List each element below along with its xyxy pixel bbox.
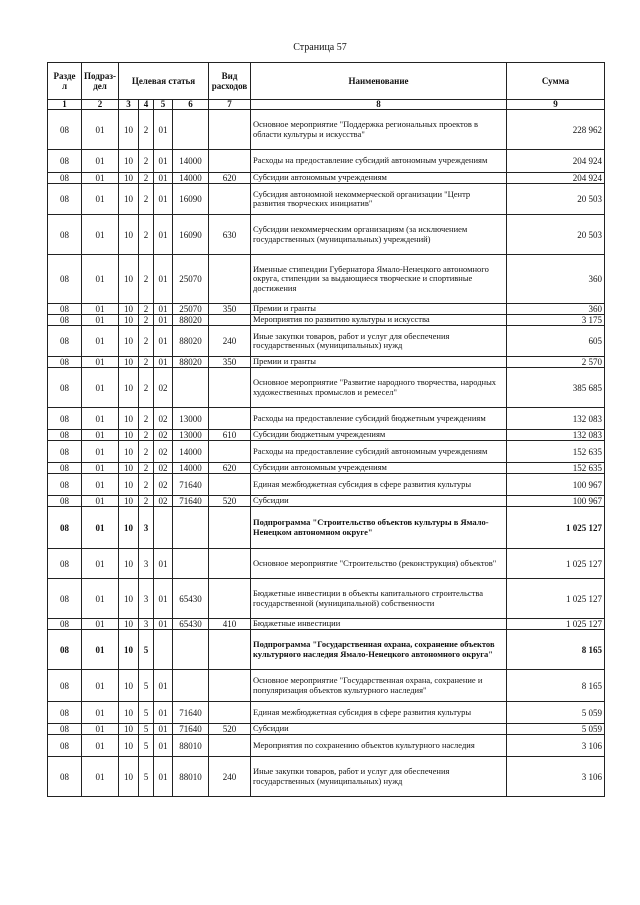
razdel-cell: 08 bbox=[48, 304, 82, 315]
name-cell: Единая межбюджетная субсидия в сфере развития культуры bbox=[251, 474, 507, 496]
expense-type-cell: 620 bbox=[209, 173, 251, 184]
direction-cell bbox=[173, 110, 209, 150]
sum-cell: 8 165 bbox=[507, 670, 605, 702]
razdel-cell: 08 bbox=[48, 255, 82, 304]
razdel-cell: 08 bbox=[48, 357, 82, 368]
program-cell: 10 bbox=[119, 304, 139, 315]
podrazdel-cell: 01 bbox=[82, 496, 119, 507]
name-cell: Субсидии bbox=[251, 496, 507, 507]
podrazdel-cell: 01 bbox=[82, 255, 119, 304]
expense-type-cell: 350 bbox=[209, 357, 251, 368]
expense-type-cell bbox=[209, 150, 251, 173]
event-cell: 01 bbox=[154, 150, 173, 173]
subprogram-cell: 2 bbox=[139, 357, 154, 368]
program-cell: 10 bbox=[119, 619, 139, 630]
name-cell: Подпрограмма "Государственная охрана, сохранение объектов культурного наследия Ямало-Ненецкого автономного округа" bbox=[251, 630, 507, 670]
sum-cell: 132 083 bbox=[507, 408, 605, 430]
podrazdel-cell: 01 bbox=[82, 724, 119, 735]
podrazdel-cell: 01 bbox=[82, 463, 119, 474]
expense-type-cell: 410 bbox=[209, 619, 251, 630]
podrazdel-cell: 01 bbox=[82, 474, 119, 496]
program-cell: 10 bbox=[119, 255, 139, 304]
event-cell: 01 bbox=[154, 357, 173, 368]
event-cell: 01 bbox=[154, 724, 173, 735]
direction-cell: 25070 bbox=[173, 304, 209, 315]
expense-type-cell bbox=[209, 474, 251, 496]
program-cell: 10 bbox=[119, 408, 139, 430]
table-row bbox=[48, 735, 605, 757]
razdel-cell: 08 bbox=[48, 441, 82, 463]
podrazdel-cell: 01 bbox=[82, 549, 119, 579]
name-cell: Основное мероприятие "Государственная охрана, сохранение и популяризация объектов культурного наследия" bbox=[251, 670, 507, 702]
table-row bbox=[48, 579, 605, 619]
program-cell: 10 bbox=[119, 735, 139, 757]
subprogram-cell: 2 bbox=[139, 184, 154, 215]
subprogram-cell: 3 bbox=[139, 619, 154, 630]
event-cell: 02 bbox=[154, 441, 173, 463]
podrazdel-cell: 01 bbox=[82, 408, 119, 430]
col-header-celevaya-statya: Целевая статья bbox=[119, 63, 209, 100]
subprogram-cell: 3 bbox=[139, 579, 154, 619]
razdel-cell: 08 bbox=[48, 215, 82, 255]
column-number-row bbox=[48, 100, 605, 110]
table-row bbox=[48, 507, 605, 549]
name-cell: Субсидии некоммерческим организациям (за исключением государственных (муниципальных) учреждений) bbox=[251, 215, 507, 255]
event-cell: 01 bbox=[154, 702, 173, 724]
program-cell: 10 bbox=[119, 463, 139, 474]
sum-cell: 3 175 bbox=[507, 315, 605, 326]
sum-cell: 228 962 bbox=[507, 110, 605, 150]
program-cell: 10 bbox=[119, 474, 139, 496]
podrazdel-cell: 01 bbox=[82, 315, 119, 326]
subprogram-cell: 5 bbox=[139, 724, 154, 735]
podrazdel-cell: 01 bbox=[82, 702, 119, 724]
direction-cell: 13000 bbox=[173, 430, 209, 441]
expense-type-cell: 520 bbox=[209, 496, 251, 507]
sum-cell: 1 025 127 bbox=[507, 579, 605, 619]
name-cell: Подпрограмма "Строительство объектов культуры в Ямало-Ненецком автономном округе" bbox=[251, 507, 507, 549]
table-row bbox=[48, 757, 605, 797]
expense-type-cell: 240 bbox=[209, 757, 251, 797]
table-row bbox=[48, 630, 605, 670]
sum-cell: 1 025 127 bbox=[507, 549, 605, 579]
table-row bbox=[48, 215, 605, 255]
direction-cell: 88020 bbox=[173, 326, 209, 357]
event-cell: 02 bbox=[154, 496, 173, 507]
table-row bbox=[48, 496, 605, 507]
col-number: 6 bbox=[173, 100, 209, 110]
name-cell: Мероприятия по сохранению объектов культурного наследия bbox=[251, 735, 507, 757]
podrazdel-cell: 01 bbox=[82, 368, 119, 408]
table-row bbox=[48, 702, 605, 724]
table-row bbox=[48, 110, 605, 150]
podrazdel-cell: 01 bbox=[82, 173, 119, 184]
direction-cell: 65430 bbox=[173, 579, 209, 619]
sum-cell: 2 570 bbox=[507, 357, 605, 368]
podrazdel-cell: 01 bbox=[82, 630, 119, 670]
sum-cell: 204 924 bbox=[507, 150, 605, 173]
sum-cell: 8 165 bbox=[507, 630, 605, 670]
table-row bbox=[48, 619, 605, 630]
direction-cell: 14000 bbox=[173, 441, 209, 463]
name-cell: Бюджетные инвестиции bbox=[251, 619, 507, 630]
col-number: 9 bbox=[507, 100, 605, 110]
podrazdel-cell: 01 bbox=[82, 215, 119, 255]
subprogram-cell: 2 bbox=[139, 255, 154, 304]
podrazdel-cell: 01 bbox=[82, 184, 119, 215]
table-row bbox=[48, 304, 605, 315]
program-cell: 10 bbox=[119, 110, 139, 150]
name-cell: Расходы на предоставление субсидий автономным учреждениям bbox=[251, 441, 507, 463]
event-cell bbox=[154, 630, 173, 670]
subprogram-cell: 3 bbox=[139, 507, 154, 549]
sum-cell: 5 059 bbox=[507, 702, 605, 724]
razdel-cell: 08 bbox=[48, 430, 82, 441]
subprogram-cell: 5 bbox=[139, 630, 154, 670]
col-header-podrazdel: Подраз-дел bbox=[82, 63, 119, 100]
expense-type-cell bbox=[209, 735, 251, 757]
subprogram-cell: 2 bbox=[139, 408, 154, 430]
program-cell: 10 bbox=[119, 507, 139, 549]
podrazdel-cell: 01 bbox=[82, 619, 119, 630]
name-cell: Единая межбюджетная субсидия в сфере развития культуры bbox=[251, 702, 507, 724]
razdel-cell: 08 bbox=[48, 110, 82, 150]
table-row bbox=[48, 326, 605, 357]
col-number: 3 bbox=[119, 100, 139, 110]
program-cell: 10 bbox=[119, 702, 139, 724]
subprogram-cell: 2 bbox=[139, 474, 154, 496]
event-cell: 01 bbox=[154, 735, 173, 757]
direction-cell bbox=[173, 507, 209, 549]
name-cell: Субсидии автономным учреждениям bbox=[251, 463, 507, 474]
col-header-summa: Сумма bbox=[507, 63, 605, 100]
expense-type-cell bbox=[209, 110, 251, 150]
page-number-label: Страница 57 bbox=[293, 42, 347, 53]
program-cell: 10 bbox=[119, 430, 139, 441]
event-cell bbox=[154, 507, 173, 549]
event-cell: 01 bbox=[154, 215, 173, 255]
event-cell: 01 bbox=[154, 255, 173, 304]
direction-cell: 14000 bbox=[173, 150, 209, 173]
program-cell: 10 bbox=[119, 496, 139, 507]
name-cell: Мероприятия по развитию культуры и искусства bbox=[251, 315, 507, 326]
podrazdel-cell: 01 bbox=[82, 430, 119, 441]
table-row bbox=[48, 724, 605, 735]
direction-cell bbox=[173, 630, 209, 670]
podrazdel-cell: 01 bbox=[82, 757, 119, 797]
table-row bbox=[48, 441, 605, 463]
podrazdel-cell: 01 bbox=[82, 304, 119, 315]
program-cell: 10 bbox=[119, 368, 139, 408]
direction-cell: 88010 bbox=[173, 757, 209, 797]
col-number: 8 bbox=[251, 100, 507, 110]
program-cell: 10 bbox=[119, 441, 139, 463]
subprogram-cell: 5 bbox=[139, 757, 154, 797]
subprogram-cell: 2 bbox=[139, 315, 154, 326]
sum-cell: 1 025 127 bbox=[507, 619, 605, 630]
sum-cell: 20 503 bbox=[507, 184, 605, 215]
col-number: 5 bbox=[154, 100, 173, 110]
table-row bbox=[48, 184, 605, 215]
direction-cell: 71640 bbox=[173, 724, 209, 735]
direction-cell: 71640 bbox=[173, 496, 209, 507]
subprogram-cell: 2 bbox=[139, 496, 154, 507]
name-cell: Расходы на предоставление субсидий автономным учреждениям bbox=[251, 150, 507, 173]
sum-cell: 385 685 bbox=[507, 368, 605, 408]
expense-type-cell bbox=[209, 579, 251, 619]
razdel-cell: 08 bbox=[48, 326, 82, 357]
event-cell: 01 bbox=[154, 304, 173, 315]
table-row bbox=[48, 430, 605, 441]
sum-cell: 3 106 bbox=[507, 757, 605, 797]
sum-cell: 3 106 bbox=[507, 735, 605, 757]
sum-cell: 5 059 bbox=[507, 724, 605, 735]
col-number: 2 bbox=[82, 100, 119, 110]
event-cell: 01 bbox=[154, 173, 173, 184]
sum-cell: 360 bbox=[507, 255, 605, 304]
table-row bbox=[48, 173, 605, 184]
sum-cell: 152 635 bbox=[507, 463, 605, 474]
subprogram-cell: 2 bbox=[139, 441, 154, 463]
razdel-cell: 08 bbox=[48, 184, 82, 215]
direction-cell: 88010 bbox=[173, 735, 209, 757]
name-cell: Основное мероприятие "Поддержка региональных проектов в области культуры и искусства" bbox=[251, 110, 507, 150]
program-cell: 10 bbox=[119, 184, 139, 215]
subprogram-cell: 5 bbox=[139, 735, 154, 757]
expense-type-cell: 350 bbox=[209, 304, 251, 315]
expense-type-cell bbox=[209, 441, 251, 463]
budget-table bbox=[47, 62, 605, 797]
razdel-cell: 08 bbox=[48, 757, 82, 797]
subprogram-cell: 2 bbox=[139, 326, 154, 357]
subprogram-cell: 2 bbox=[139, 368, 154, 408]
program-cell: 10 bbox=[119, 670, 139, 702]
podrazdel-cell: 01 bbox=[82, 507, 119, 549]
subprogram-cell: 2 bbox=[139, 430, 154, 441]
table-row bbox=[48, 357, 605, 368]
subprogram-cell: 2 bbox=[139, 463, 154, 474]
event-cell: 01 bbox=[154, 184, 173, 215]
event-cell: 01 bbox=[154, 670, 173, 702]
razdel-cell: 08 bbox=[48, 724, 82, 735]
subprogram-cell: 2 bbox=[139, 215, 154, 255]
direction-cell: 14000 bbox=[173, 463, 209, 474]
table-row bbox=[48, 474, 605, 496]
header-row bbox=[48, 63, 605, 100]
name-cell: Премии и гранты bbox=[251, 357, 507, 368]
razdel-cell: 08 bbox=[48, 507, 82, 549]
event-cell: 01 bbox=[154, 619, 173, 630]
name-cell: Субсидия автономной некоммерческой организации "Центр развития творческих инициатив" bbox=[251, 184, 507, 215]
sum-cell: 605 bbox=[507, 326, 605, 357]
name-cell: Премии и гранты bbox=[251, 304, 507, 315]
name-cell: Именные стипендии Губернатора Ямало-Ненецкого автономного округа, стипендии за выдающиеся творческие и спортивные достижения bbox=[251, 255, 507, 304]
event-cell: 02 bbox=[154, 430, 173, 441]
event-cell: 01 bbox=[154, 110, 173, 150]
program-cell: 10 bbox=[119, 757, 139, 797]
direction-cell: 88020 bbox=[173, 315, 209, 326]
table-body bbox=[48, 110, 605, 797]
event-cell: 01 bbox=[154, 757, 173, 797]
direction-cell: 16090 bbox=[173, 215, 209, 255]
event-cell: 01 bbox=[154, 326, 173, 357]
sum-cell: 132 083 bbox=[507, 430, 605, 441]
direction-cell: 88020 bbox=[173, 357, 209, 368]
razdel-cell: 08 bbox=[48, 619, 82, 630]
podrazdel-cell: 01 bbox=[82, 441, 119, 463]
sum-cell: 100 967 bbox=[507, 474, 605, 496]
name-cell: Основное мероприятие "Строительство (реконструкция) объектов" bbox=[251, 549, 507, 579]
event-cell: 02 bbox=[154, 474, 173, 496]
expense-type-cell bbox=[209, 184, 251, 215]
program-cell: 10 bbox=[119, 630, 139, 670]
subprogram-cell: 5 bbox=[139, 702, 154, 724]
col-number: 1 bbox=[48, 100, 82, 110]
name-cell: Субсидии автономным учреждениям bbox=[251, 173, 507, 184]
program-cell: 10 bbox=[119, 549, 139, 579]
sum-cell: 204 924 bbox=[507, 173, 605, 184]
razdel-cell: 08 bbox=[48, 549, 82, 579]
col-number: 4 bbox=[139, 100, 154, 110]
razdel-cell: 08 bbox=[48, 315, 82, 326]
podrazdel-cell: 01 bbox=[82, 357, 119, 368]
sum-cell: 1 025 127 bbox=[507, 507, 605, 549]
col-number: 7 bbox=[209, 100, 251, 110]
expense-type-cell bbox=[209, 702, 251, 724]
program-cell: 10 bbox=[119, 150, 139, 173]
razdel-cell: 08 bbox=[48, 702, 82, 724]
expense-type-cell bbox=[209, 255, 251, 304]
podrazdel-cell: 01 bbox=[82, 326, 119, 357]
subprogram-cell: 2 bbox=[139, 304, 154, 315]
direction-cell: 65430 bbox=[173, 619, 209, 630]
razdel-cell: 08 bbox=[48, 630, 82, 670]
col-header-naimenovanie: Наименование bbox=[251, 63, 507, 100]
razdel-cell: 08 bbox=[48, 408, 82, 430]
program-cell: 10 bbox=[119, 357, 139, 368]
direction-cell: 25070 bbox=[173, 255, 209, 304]
table-row bbox=[48, 408, 605, 430]
col-header-vid-rashodov: Вид расходов bbox=[209, 63, 251, 100]
razdel-cell: 08 bbox=[48, 474, 82, 496]
direction-cell: 71640 bbox=[173, 474, 209, 496]
razdel-cell: 08 bbox=[48, 670, 82, 702]
expense-type-cell: 610 bbox=[209, 430, 251, 441]
sum-cell: 100 967 bbox=[507, 496, 605, 507]
program-cell: 10 bbox=[119, 579, 139, 619]
razdel-cell: 08 bbox=[48, 463, 82, 474]
table-row bbox=[48, 549, 605, 579]
name-cell: Субсидии бюджетным учреждениям bbox=[251, 430, 507, 441]
event-cell: 02 bbox=[154, 368, 173, 408]
table-row bbox=[48, 463, 605, 474]
expense-type-cell bbox=[209, 507, 251, 549]
program-cell: 10 bbox=[119, 173, 139, 184]
event-cell: 01 bbox=[154, 549, 173, 579]
name-cell: Субсидии bbox=[251, 724, 507, 735]
name-cell: Иные закупки товаров, работ и услуг для обеспечения государственных (муниципальных) нужд bbox=[251, 326, 507, 357]
name-cell: Бюджетные инвестиции в объекты капитального строительства государственной (муниципальной) собственности bbox=[251, 579, 507, 619]
subprogram-cell: 2 bbox=[139, 110, 154, 150]
direction-cell: 13000 bbox=[173, 408, 209, 430]
table-row bbox=[48, 670, 605, 702]
table-row bbox=[48, 368, 605, 408]
expense-type-cell bbox=[209, 408, 251, 430]
razdel-cell: 08 bbox=[48, 579, 82, 619]
col-header-razdel: Разде л bbox=[48, 63, 82, 100]
event-cell: 02 bbox=[154, 463, 173, 474]
podrazdel-cell: 01 bbox=[82, 735, 119, 757]
razdel-cell: 08 bbox=[48, 496, 82, 507]
name-cell: Расходы на предоставление субсидий бюджетным учреждениям bbox=[251, 408, 507, 430]
razdel-cell: 08 bbox=[48, 150, 82, 173]
program-cell: 10 bbox=[119, 724, 139, 735]
expense-type-cell: 240 bbox=[209, 326, 251, 357]
direction-cell bbox=[173, 368, 209, 408]
expense-type-cell bbox=[209, 315, 251, 326]
expense-type-cell bbox=[209, 549, 251, 579]
table-row bbox=[48, 315, 605, 326]
expense-type-cell bbox=[209, 670, 251, 702]
direction-cell bbox=[173, 549, 209, 579]
razdel-cell: 08 bbox=[48, 173, 82, 184]
subprogram-cell: 2 bbox=[139, 173, 154, 184]
expense-type-cell: 520 bbox=[209, 724, 251, 735]
program-cell: 10 bbox=[119, 326, 139, 357]
name-cell: Основное мероприятие "Развитие народного творчества, народных художественных промыслов и ремесел" bbox=[251, 368, 507, 408]
name-cell: Иные закупки товаров, работ и услуг для обеспечения государственных (муниципальных) нужд bbox=[251, 757, 507, 797]
sum-cell: 152 635 bbox=[507, 441, 605, 463]
razdel-cell: 08 bbox=[48, 735, 82, 757]
sum-cell: 360 bbox=[507, 304, 605, 315]
expense-type-cell: 620 bbox=[209, 463, 251, 474]
event-cell: 01 bbox=[154, 579, 173, 619]
subprogram-cell: 2 bbox=[139, 150, 154, 173]
sum-cell: 20 503 bbox=[507, 215, 605, 255]
podrazdel-cell: 01 bbox=[82, 150, 119, 173]
direction-cell: 14000 bbox=[173, 173, 209, 184]
table-row bbox=[48, 255, 605, 304]
direction-cell bbox=[173, 670, 209, 702]
event-cell: 01 bbox=[154, 315, 173, 326]
subprogram-cell: 3 bbox=[139, 549, 154, 579]
razdel-cell: 08 bbox=[48, 368, 82, 408]
table-row bbox=[48, 150, 605, 173]
direction-cell: 16090 bbox=[173, 184, 209, 215]
expense-type-cell: 630 bbox=[209, 215, 251, 255]
event-cell: 02 bbox=[154, 408, 173, 430]
podrazdel-cell: 01 bbox=[82, 670, 119, 702]
podrazdel-cell: 01 bbox=[82, 579, 119, 619]
program-cell: 10 bbox=[119, 215, 139, 255]
direction-cell: 71640 bbox=[173, 702, 209, 724]
podrazdel-cell: 01 bbox=[82, 110, 119, 150]
program-cell: 10 bbox=[119, 315, 139, 326]
subprogram-cell: 5 bbox=[139, 670, 154, 702]
expense-type-cell bbox=[209, 630, 251, 670]
expense-type-cell bbox=[209, 368, 251, 408]
